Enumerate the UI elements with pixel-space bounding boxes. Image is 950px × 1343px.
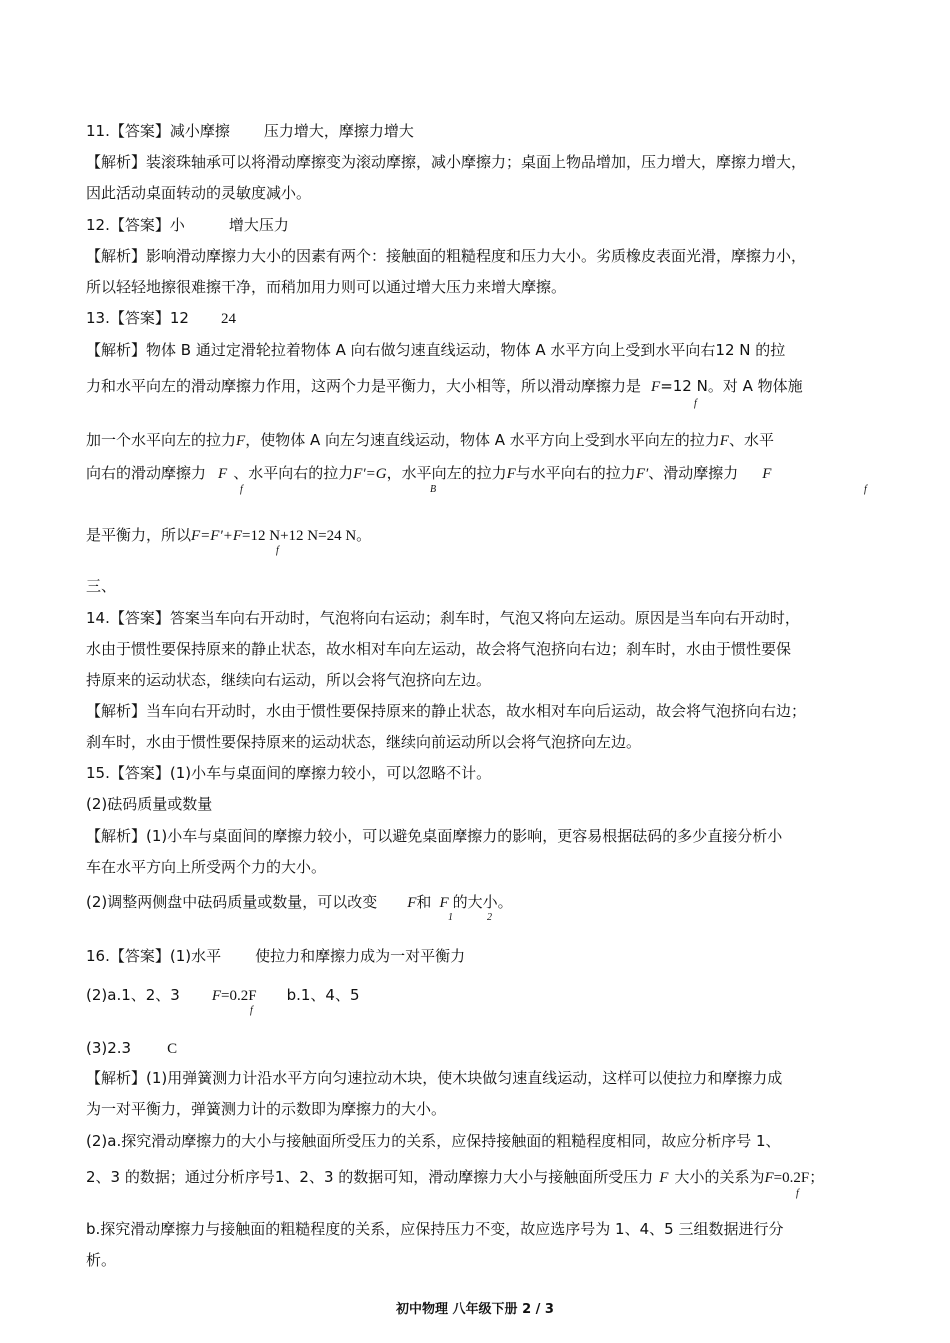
q12-analysis-line1: 【解析】影响滑动摩擦力大小的因素有两个：接触面的粗糙程度和压力大小。劣质橡皮表面光滑，摩擦力小， [86,247,807,265]
text: 压力增大，摩擦力增大 [263,122,414,140]
subscript: f [276,545,279,556]
subscript: f [864,484,867,495]
text: 12.【答案】小 [86,216,185,234]
q14-answer-line1: 14.【答案】答案当车向右开动时，气泡将向右运动；刹车时，气泡又将向左运动。原因是当车向右开动时， [86,609,800,627]
q15-analysis-line1: 【解析】(1)小车与桌面间的摩擦力较小，可以避免桌面摩擦力的影响，更容易根据砝码的多少直接分析小 [86,827,783,845]
q12-answer [86,215,289,235]
text: 16.【答案】(1)水平 [86,947,222,965]
text: 大小的关系为 [674,1168,765,1186]
q13-answer [86,308,236,329]
q16-answer-line2 [86,985,360,1006]
force-symbol: F [719,433,729,449]
text: 11.【答案】减小摩擦 [86,122,230,140]
text: ； [809,1168,825,1186]
subscript: 2 [487,912,492,923]
q16-analysis-line3: (2)a.探究滑动摩擦力的大小与接触面所受压力的关系，应保持接触面的粗糙程度相同，故应分析序号 1、 [86,1132,781,1150]
q16-analysis-line1: 【解析】(1)用弹簧测力计沿水平方向匀速拉动木块，使木块做匀速直线运动，这样可以使拉力和摩擦力成 [86,1069,783,1087]
q15-answer-line1: 15.【答案】(1)小车与桌面间的摩擦力较小，可以忽略不计。 [86,764,492,782]
page-footer: 初中物理 八年级下册 2 / 3 [396,1302,554,1317]
q11-analysis-line2: 因此活动桌面转动的灵敏度减小。 [86,184,312,202]
text: 24 [220,311,236,327]
q12-analysis-line2: 所以轻轻地擦很难擦干净，而稍加用力则可以通过增大压力来增大摩擦。 [86,278,567,296]
subscript: 1 [448,912,453,923]
subscript: B [430,484,437,495]
q14-analysis-line2: 刹车时，水由于惯性要保持原来的运动状态，继续向前运动所以会将气泡挤向左边。 [86,733,642,751]
text: 向右的滑动摩擦力 [86,464,207,482]
text: 、水平向右的拉力 [233,464,354,482]
q14-analysis-line1: 【解析】当车向右开动时，水由于惯性要保持原来的静止状态，故水相对车向后运动，故会将气泡挤向右边； [86,702,807,720]
text: 和 [416,893,432,911]
q15-answer-line2: (2)砝码质量或数量 [86,795,213,813]
q16-analysis-line5: b.探究滑动摩擦力与接触面的粗糙程度的关系，应保持压力不变，故应选序号为 1、4、5 三组数据进行分 [86,1220,784,1238]
text: 是平衡力，所以 [86,526,192,544]
text: 力和水平向左的滑动摩擦力作用，这两个力是平衡力，大小相等，所以滑动摩擦力是 [86,377,642,395]
force-symbol: F [764,1170,774,1186]
q16-analysis-line4 [86,1167,824,1188]
q15-analysis-line3 [86,892,513,913]
force-symbol: F′=G [353,466,387,482]
text: 2、3 的数据；通过分析序号1、2、3 的数据可知，滑动摩擦力大小与接触面所受压力 [86,1168,654,1186]
text: C [167,1041,178,1057]
text: (2)a.1、2、3 [86,986,180,1004]
q16-analysis-line2: 为一对平衡力，弹簧测力计的示数即为摩擦力的大小。 [86,1100,447,1118]
text: (3)2.3 [86,1039,132,1057]
q11-answer [86,121,414,141]
formula: =0.2F [773,1170,810,1186]
q16-answer-line3 [86,1038,177,1059]
text: 的大小。 [452,893,513,911]
q13-analysis-line1: 【解析】物体 B 通过定滑轮拉着物体 A 向右做匀速直线运动，物体 A 水平方向上受到水平向右12 N 的拉 [86,341,786,359]
force-symbol: F [218,466,228,482]
force-symbol: F [659,1170,669,1186]
subscript: f [250,1005,253,1016]
subscript: f [694,398,697,409]
formula: F=F′+F [191,528,243,544]
q14-answer-line2: 水由于惯性要保持原来的静止状态，故水相对车向左运动，故会将气泡挤向右边；刹车时，水由于惯性要保 [86,640,792,658]
text: (2)调整两侧盘中砝码质量或数量，可以改变 [86,893,378,911]
force-symbol: F [236,433,246,449]
q16-analysis-line6: 析。 [86,1251,117,1269]
force-symbol: F [439,895,449,911]
q11-analysis-line1: 【解析】装滚珠轴承可以将滑动摩擦变为滚动摩擦，减小摩擦力；桌面上物品增加，压力增大，摩擦力增大， [86,153,807,171]
text: ，水平向左的拉力 [386,464,507,482]
subscript: f [240,484,243,495]
q13-analysis-line4 [86,463,771,484]
q13-analysis-line2 [86,376,803,397]
text: 增大压力 [228,216,289,234]
text: 使拉力和摩擦力成为一对平衡力 [255,947,466,965]
force-symbol: F [407,895,417,911]
q14-answer-line3: 持原来的运动状态，继续向右运动，所以会将气泡挤向左边。 [86,671,492,689]
text: 、水平 [728,431,774,449]
text: 加一个水平向左的拉力 [86,431,237,449]
text: b.1、4、5 [286,986,360,1004]
text: =12 N。对 A 物体施 [660,377,803,395]
text: 、滑动摩擦力 [648,464,739,482]
formula: =0.2F [221,988,257,1004]
q16-answer-line1 [86,946,465,966]
force-symbol: F [762,466,772,482]
text: 与水平向右的拉力 [515,464,636,482]
subscript: f [796,1188,799,1199]
q13-analysis-line3 [86,430,774,451]
force-symbol: F [651,379,661,395]
formula-value: =12 N+12 N=24 N。 [242,528,372,544]
force-symbol: F′ [635,466,649,482]
force-symbol: F [211,988,222,1004]
section-heading: 三、 [86,577,117,595]
text: 13.【答案】12 [86,309,189,327]
force-symbol: F [506,466,516,482]
q13-analysis-line5 [86,525,371,546]
q15-analysis-line2: 车在水平方向上所受两个力的大小。 [86,858,327,876]
text: ，使物体 A 向左匀速直线运动，物体 A 水平方向上受到水平向左的拉力 [245,431,720,449]
